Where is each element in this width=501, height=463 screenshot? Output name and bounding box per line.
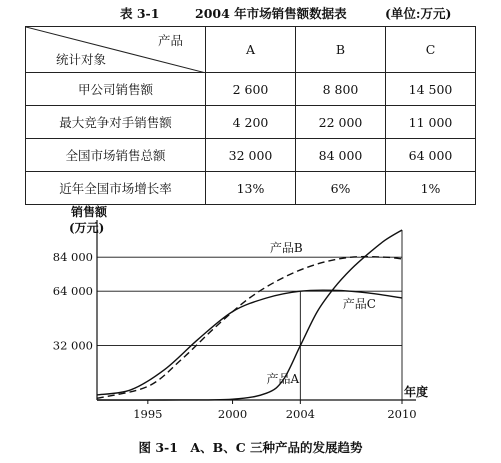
table-cell: 11 000 (386, 106, 476, 139)
table-header-row (26, 27, 476, 73)
table-cell: 2 600 (206, 73, 296, 106)
series-label: 产品B (269, 241, 303, 256)
corner-label-product: 产品 (157, 33, 183, 48)
row-label: 近年全国市场增长率 (26, 172, 206, 205)
table-number: 表 3-1 (120, 6, 160, 21)
row-label: 甲公司销售额 (26, 73, 206, 106)
y-tick-label: 64 000 (52, 284, 93, 299)
table-row (26, 106, 476, 139)
x-tick-label: 2010 (387, 407, 417, 421)
table-row (26, 73, 476, 106)
figure-caption: 图 3-1 A、B、C 三种产品的发展趋势 (138, 440, 363, 455)
y-axis-unit: (万元) (69, 221, 105, 235)
series-line-1 (97, 257, 402, 399)
table-title: 2004 年市场销售额数据表 (195, 6, 347, 21)
y-axis-title: 销售额 (71, 205, 108, 219)
corner-label-subject: 统计对象 (56, 52, 107, 67)
row-label: 全国市场销售总额 (26, 139, 206, 172)
series-line-0 (97, 230, 402, 400)
table-cell: 13% (206, 172, 296, 205)
table-cell: 1% (386, 172, 476, 205)
table-cell: 4 200 (206, 106, 296, 139)
y-tick-label: 32 000 (52, 338, 93, 353)
table-cell: 14 500 (386, 73, 476, 106)
table-cell: 32 000 (206, 139, 296, 172)
table-cell: 6% (296, 172, 386, 205)
trend-chart (0, 200, 501, 435)
table-caption (0, 4, 501, 24)
x-tick-label: 1995 (133, 407, 163, 421)
row-label: 最大竞争对手销售额 (26, 106, 206, 139)
series-label: 产品C (342, 297, 376, 312)
column-header: A (206, 27, 296, 73)
table-cell: 84 000 (296, 139, 386, 172)
table-cell: 22 000 (296, 106, 386, 139)
x-tick-label: 2004 (285, 407, 315, 421)
sales-data-table (25, 26, 476, 205)
y-tick-label: 84 000 (52, 250, 93, 265)
corner-cell (26, 27, 206, 73)
series-label: 产品A (266, 372, 300, 386)
table-cell: 8 800 (296, 73, 386, 106)
column-header: B (296, 27, 386, 73)
x-tick-label: 2000 (217, 407, 248, 421)
table-unit: (单位:万元) (385, 6, 452, 21)
table-cell: 64 000 (386, 139, 476, 172)
x-axis-title: 年度 (404, 385, 429, 399)
column-header: C (386, 27, 476, 73)
table-row (26, 139, 476, 172)
